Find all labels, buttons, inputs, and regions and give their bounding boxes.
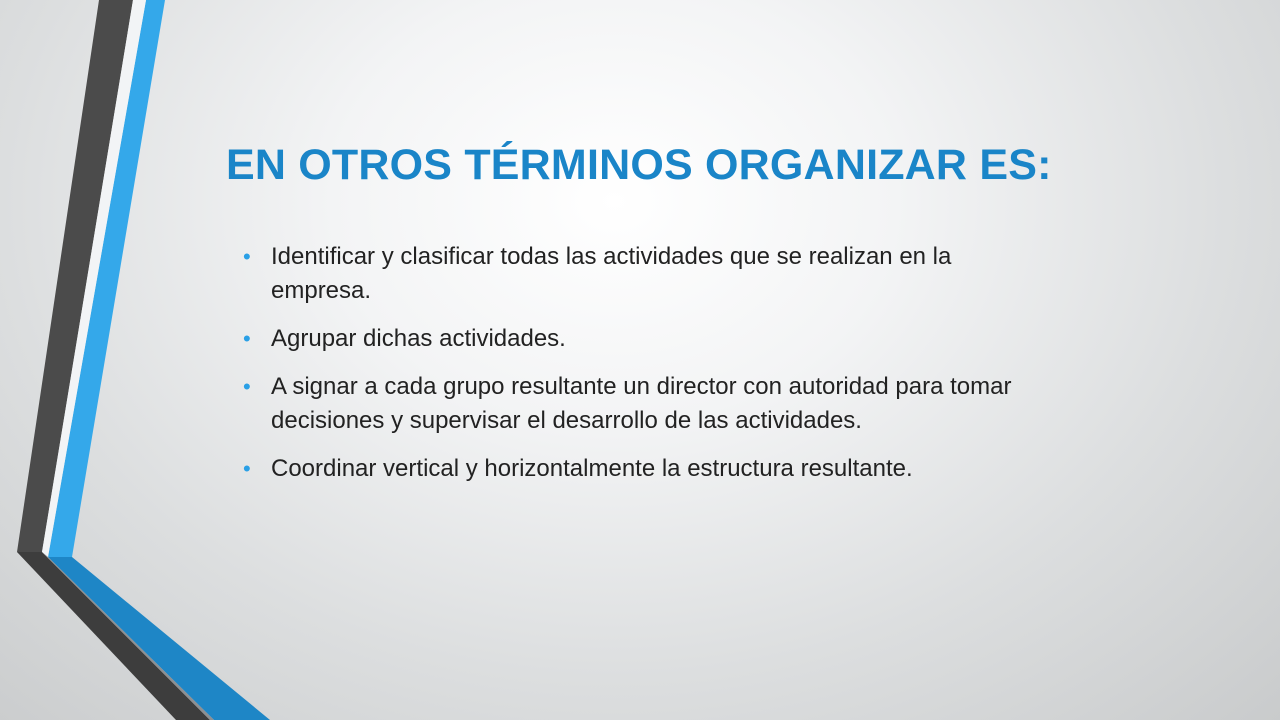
bullet-icon: • [243, 244, 251, 269]
lower-separator [42, 552, 214, 720]
bullet-text: Agrupar dichas actividades. [271, 325, 566, 352]
bullet-item [243, 240, 1043, 308]
bullet-item [243, 322, 1043, 356]
bullet-text: A signar a cada grupo resultante un director con autoridad para tomar decisiones y supervisar el desarrollo de las actividades. [271, 373, 1012, 434]
bullet-item [243, 452, 1043, 486]
bullet-text: Identificar y clasificar todas las actividades que se realizan en la empresa. [271, 243, 952, 304]
bullet-icon: • [243, 374, 251, 399]
slide-title: EN OTROS TÉRMINOS ORGANIZAR ES: [226, 141, 1052, 189]
bullet-text: Coordinar vertical y horizontalmente la estructura resultante. [271, 455, 913, 482]
dark-stripe-lower [17, 552, 210, 720]
bullet-item [243, 370, 1043, 438]
bullet-list [243, 240, 1043, 500]
bullet-icon: • [243, 326, 251, 351]
bullet-icon: • [243, 456, 251, 481]
